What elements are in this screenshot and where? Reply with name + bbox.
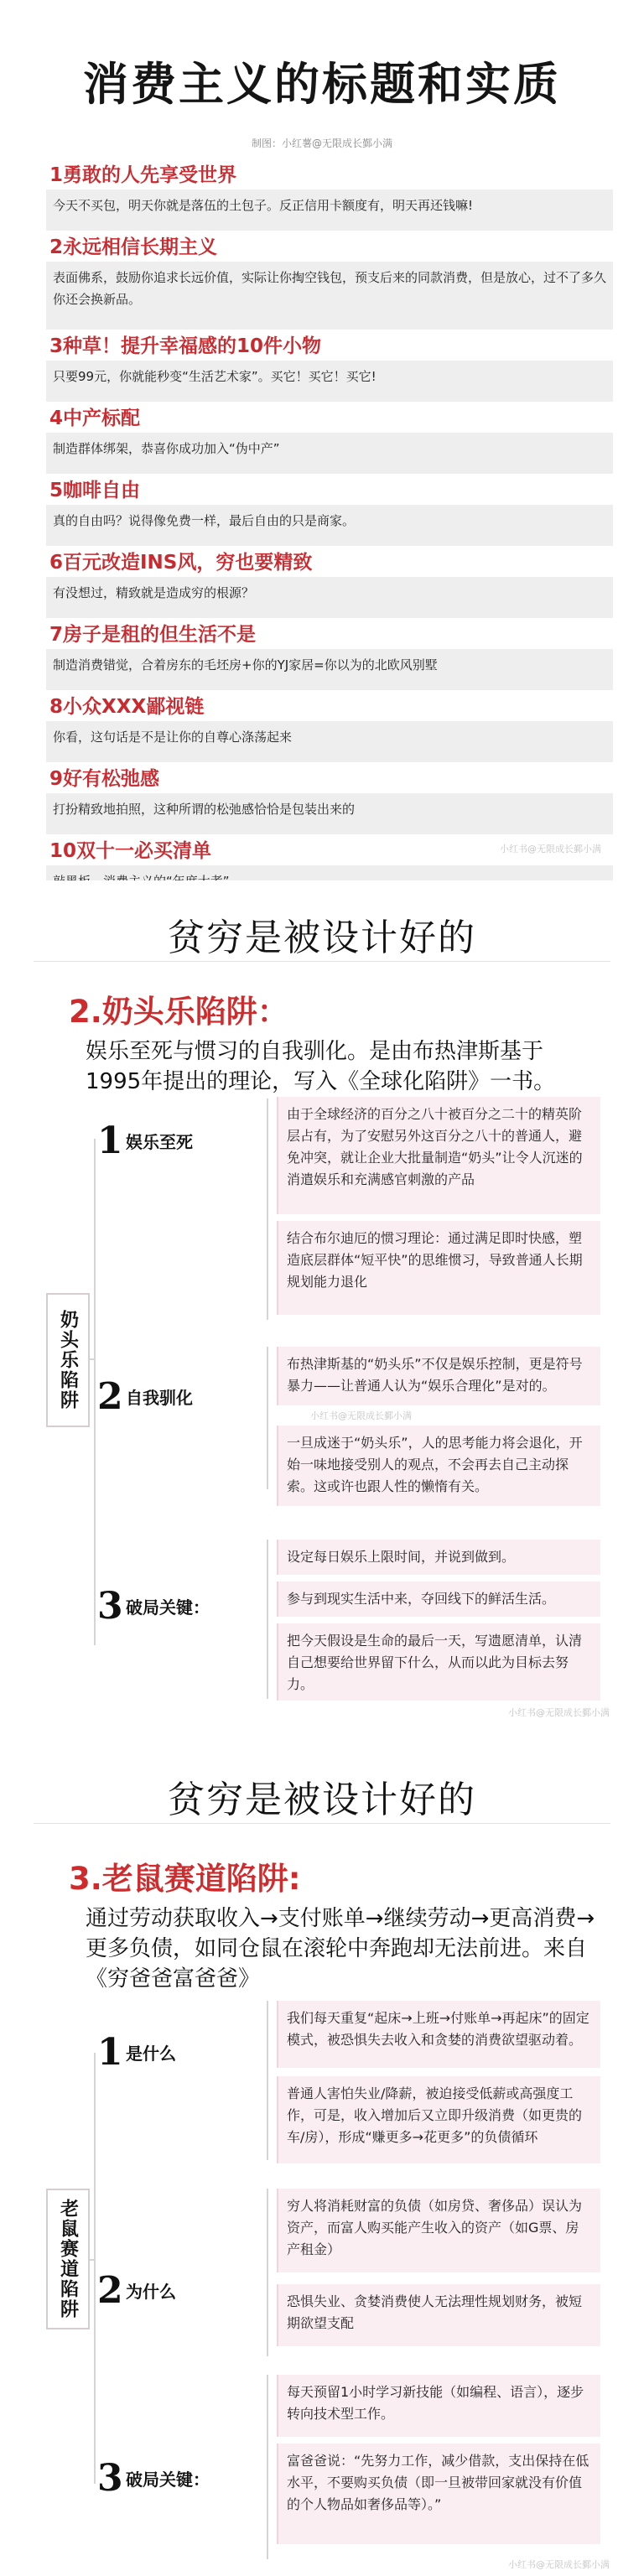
branch-label: 是什么 (126, 2044, 176, 2064)
slogan-explanation: 制造消费错觉，合着房东的毛坯房+你的YJ家居=你以为的北欧风别墅 (46, 649, 613, 690)
slogan-title: 1勇敢的人先享受世界 (46, 161, 613, 190)
mindmap-connector (267, 1540, 268, 1699)
slogan-title: 9好有松弛感 (46, 765, 613, 793)
explanation-box: 恐惧失业、贪婪消费使人无法理性规划财务，被短期欲望支配 (277, 2284, 600, 2346)
mindmap-root (46, 2189, 90, 2329)
mindmap-connector (267, 2001, 268, 2160)
mindmap-branch (97, 1585, 210, 1628)
explanation-box: 参与到现实生活中来，夺回线下的鲜活生活。 (277, 1581, 600, 1617)
watermark: 小红书@无限成长鄞小满 (508, 1707, 610, 1718)
consumerism-section (0, 0, 644, 880)
slogan-title: 10双十一必买清单 (46, 837, 613, 865)
explanation-box: 富爸爸说：“先努力工作，减少借款，支出保持在低水平，不要购买负债（即一旦被带回家就没有价值的个人物品如奢侈品等）。” (277, 2444, 600, 2544)
watermark: 小红书@无限成长鄞小满 (500, 844, 601, 854)
slogan-explanation: 真的自由吗？说得像免费一样，最后自由的只是商家。 (46, 505, 613, 546)
section-subtitle: 2.奶头乐陷阱： (69, 994, 288, 1030)
divider (34, 1823, 610, 1824)
explanation-box: 把今天假设是生命的最后一天，写遗愿清单，认清自己想要给世界留下什么，从而以此为目标去努力。 (277, 1623, 600, 1701)
explanation-box: 结合布尔迪厄的惯习理论：通过满足即时快感，塑造底层群体“短平快”的思维惯习，导致普通人长期规划能力退化 (277, 1221, 600, 1315)
slogan-explanation: 只要99元，你就能秒变“生活艺术家”。买它！买它！买它! (46, 361, 613, 402)
slogan-explanation: 制造群体绑架，恭喜你成功加入“伪中产” (46, 433, 613, 474)
page-title: 消费主义的标题和实质 (83, 58, 561, 111)
explanation-box: 设定每日娱乐上限时间，并说到做到。 (277, 1540, 600, 1575)
branch-label: 破局关键： (126, 1597, 210, 1618)
divider (34, 961, 610, 962)
branch-label: 破局关键： (126, 2470, 210, 2490)
explanation-box: 由于全球经济的百分之八十被百分之二十的精英阶层占有，为了安慰另外这百分之八十的普通人，避免冲突，就让企业大批量制造“奶头”让令人沉迷的消遣娱乐和充满感官刺激的产品 (277, 1097, 600, 1214)
list-item (46, 693, 613, 765)
slogan-explanation: 打扮精致地拍照，这种所谓的松弛感恰恰是包装出来的 (46, 793, 613, 834)
branch-number: 3 (97, 2457, 123, 2500)
list-item (46, 404, 613, 476)
branch-number: 2 (97, 2269, 123, 2312)
list-item (46, 621, 613, 693)
slogan-title: 6百元改造INS风，穷也要精致 (46, 548, 613, 577)
explanation-box: 我们每天重复“起床→上班→付账单→再起床”的固定模式，被恐惧失去收入和贪婪的消费欲望驱动着。 (277, 2001, 600, 2068)
mindmap-branch (97, 2457, 210, 2500)
watermark: 小红书@无限成长鄞小满 (508, 2559, 610, 2570)
mindmap-connector (267, 1098, 268, 1320)
list-item (46, 161, 613, 233)
mindmap-branch (97, 2269, 176, 2312)
watermark: 小红书@无限成长鄞小满 (310, 1410, 412, 1421)
list-item (46, 476, 613, 548)
section-subtitle: 3.老鼠赛道陷阱: (69, 1861, 301, 1897)
branch-label: 娱乐至死 (126, 1132, 193, 1152)
explanation-box: 穷人将消耗财富的负债（如房贷、奢侈品）误认为资产，而富人购买能产生收入的资产（如G票、房产租金） (277, 2189, 600, 2272)
branch-label: 为什么 (126, 2282, 176, 2302)
mindmap-connector (267, 2375, 268, 2559)
mindmap-root-label: 奶头乐陷阱 (57, 1310, 79, 1410)
section-banner: 贫穷是被设计好的 (168, 1779, 476, 1821)
mindmap-connector (90, 1358, 96, 1360)
section-banner: 贫穷是被设计好的 (168, 917, 476, 959)
credit-line: 制图：小红薯@无限成长鄞小满 (251, 138, 392, 149)
mindmap-branch (97, 1375, 193, 1418)
mindmap-connector (90, 2259, 96, 2261)
slogan-title: 8小众XXX鄙视链 (46, 693, 613, 721)
section-pleasure-trap (0, 880, 644, 1719)
mindmap-branch (97, 2031, 176, 2074)
mindmap-connector (94, 2053, 96, 2484)
slogan-title: 5咖啡自由 (46, 476, 613, 505)
mindmap-root-label: 老鼠赛道陷阱 (57, 2199, 79, 2319)
slogan-title: 4中产标配 (46, 404, 613, 433)
slogan-explanation: 今天不买包，明天你就是落伍的土包子。反正信用卡额度有，明天再还钱嘛! (46, 190, 613, 231)
branch-number: 3 (97, 1585, 123, 1628)
branch-label: 自我驯化 (126, 1388, 193, 1408)
explanation-box: 每天预留1小时学习新技能（如编程、语言），逐步转向技术型工作。 (277, 2375, 600, 2437)
section-intro: 通过劳动获取收入→支付账单→继续劳动→更高消费→更多负债，如同仓鼠在滚轮中奔跑却无法前进。来自《穷爸爸富爸爸》 (86, 1906, 595, 1992)
slogan-title: 3种草！提升幸福感的10件小物 (46, 332, 613, 361)
list-item (46, 233, 613, 332)
section-intro: 娱乐至死与惯习的自我驯化。是由布热津斯基于1995年提出的理论，写入《全球化陷阱》一书。 (86, 1039, 556, 1094)
slogan-explanation: 表面佛系，鼓励你追求长远价值，实际让你掏空钱包，预支后来的同款消费，但是放心，过不了多久你还会换新品。 (46, 262, 613, 330)
list-item (46, 765, 613, 837)
slogan-explanation: 你看，这句话是不是让你的自尊心涤荡起来 (46, 721, 613, 762)
slogan-title: 7房子是租的但生活不是 (46, 621, 613, 649)
mindmap-root (46, 1293, 90, 1427)
branch-number: 1 (97, 2031, 123, 2074)
explanation-box: 普通人害怕失业/降薪，被迫接受低薪或高强度工作，可是，收入增加后又立即升级消费（如更贵的车/房），形成“赚更多→花更多”的负债循环 (277, 2076, 600, 2163)
explanation-box: 一旦成迷于“奶头乐”，人的思考能力将会退化，开始一味地接受别人的观点，不会再去自己主动探索。这或许也跟人性的懒惰有关。 (277, 1426, 600, 1506)
explanation-box: 布热津斯基的“奶头乐”不仅是娱乐控制，更是符号暴力——让普通人认为“娱乐合理化”是对的。 (277, 1347, 600, 1405)
mindmap-connector (94, 1139, 96, 1645)
slogan-explanation: 有没想过，精致就是造成穷的根源？ (46, 577, 613, 618)
mindmap-connector (267, 2189, 268, 2356)
list-item (46, 332, 613, 404)
section-rat-race-trap (0, 1719, 644, 2576)
branch-number: 1 (97, 1119, 123, 1162)
slogan-title: 2永远相信长期主义 (46, 233, 613, 262)
mindmap-branch (97, 1119, 193, 1162)
branch-number: 2 (97, 1375, 123, 1418)
mindmap-connector (267, 1347, 268, 1489)
slogan-list (46, 161, 613, 909)
list-item (46, 548, 613, 621)
